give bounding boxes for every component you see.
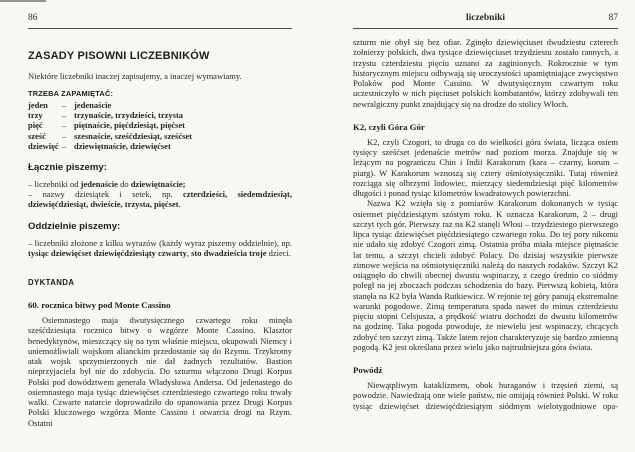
remember-row — [28, 131, 292, 141]
rule-item — [28, 179, 292, 189]
rule-text: – liczebniki od — [28, 179, 81, 190]
dash-separator: – — [62, 100, 67, 110]
dyktanda-label: DYKTANDA — [28, 278, 75, 288]
dictation-text-k2-paragraph-1: K2, czyli Czogori, to druga co do wielkości góra świata, licząca osiem tysięcy sześćset jedenaście metrów nad poziom morza. Znajduje się w leżącym na pograniczu Chin i Indii Karakorum (kara – czarny, korum – piarg). W Karakorum wznoszą się cztery ośmiotysięczniki. Tutaj również rozciąga się olbrzymi lodowiec, mierzący siedemdziesiąt pięć kilometrów długości i ponad tysiąc kilometrów kwadratowych powierzchni. — [353, 136, 618, 198]
oddzielnie-rules — [28, 238, 292, 258]
dictation-text-powodz: Niewątpliwym kataklizmem, obok huraganów i trzęsień ziemi, są powodzie. Nawiedzają one wiele państw, nie omijają również Polski. W roku tysiąc dziewięćset dziewięćdziesiątym siódmym wielotygodniowe opa- — [353, 380, 618, 411]
numeral-term: dziewięć — [28, 140, 59, 151]
rule-item — [28, 238, 292, 258]
rule-item — [28, 189, 292, 209]
dictation-title-k2: K2, czyli Góra Gór — [353, 121, 425, 132]
numeral-term: sześć — [28, 130, 46, 141]
page-right — [318, 0, 635, 452]
numeral-forms: szesnaście, sześćdziesiąt, sześćset — [74, 130, 193, 141]
intro-text: Niektóre liczebniki inaczej zapisujemy, a inaczej wymawiamy. — [28, 71, 242, 81]
dictation-title-powodz: Powódź — [353, 365, 383, 375]
remember-row — [28, 120, 292, 130]
lacznie-heading: Łącznie piszemy: — [28, 162, 107, 174]
dictation-text-continuation: szturm nie obył się bez ofiar. Zginęło dziewięciuset dwudziestu czterech żołnierzy polskich, dwa tysiące dziewięciuset trzydziestu zostało rannych, a trzystu czterdziestu pięciu uznano za zaginionych. Rokrocznie w tym historycznym miejscu odbywają się uroczystości upamiętniające zwycięstwo Polaków pod Monte Cassino. W dwutysięcznym czwartym roku uczestniczyło w nich pięciuset polskich kombatantów, którzy zdobywali ten newralgiczny punkt znajdujący się na drodze do stolicy Włoch. — [353, 37, 618, 109]
remember-row — [28, 110, 292, 120]
remember-list — [28, 100, 292, 151]
numeral-forms: dziewiętnaście, dziewięćset — [74, 140, 171, 151]
remember-row — [28, 141, 292, 151]
numeral-example: czterdzieści, siedemdziesiąt, dziewięćdziesiąt, dwieście, trzysta, pięćset — [28, 189, 293, 210]
rule-text: do — [117, 179, 131, 190]
page-number-left: 86 — [28, 13, 38, 23]
rule-text: . — [178, 199, 181, 210]
running-head: liczebniki — [465, 13, 506, 23]
rule-text: , — [186, 247, 192, 258]
numeral-example: jedenaście — [80, 179, 118, 190]
remember-label: TRZEBA ZAPAMIĘTAĆ: — [28, 89, 114, 98]
dash-separator: – — [62, 140, 67, 151]
dictation-text-monte-cassino: Osiemnastego maja dwutysięcznego czwartego roku minęła sześćdziesiąta rocznica bitwy o wzgórze Monte Cassino. Klasztor benedyktynów, mieszczący się na tym właśnie miejscu, okupowali Niemcy i uniemożliwiali wojskom alianckim przedostanie się do Rzymu. Trzykrotny atak wojsk sprzymierzonych nie dał żadnych rezultatów. Bastion nieprzyjaciela był nie do zdobycia. Do szturmu włączono Drugi Korpus Polski pod dowództwem generała Władysława Andersa. Od jedenastego do osiemnastego maja tysiąc dziewięćset czterdziestego czwartego roku trwały walki. Czwarte natarcie doprowadziło do opanowania przez Drugi Korpus Polski kluczowego wzgórza Monte Cassino i otwarcia drogi na Rzym. Ostatni — [28, 315, 292, 428]
page-header-right — [353, 13, 618, 29]
rule-text: – nazwy dziesiątek i setek, np. — [28, 189, 184, 200]
dash-separator: – — [62, 110, 67, 121]
numeral-term: pięć — [28, 120, 43, 131]
chapter-title: ZASADY PISOWNI LICZEBNIKÓW — [28, 50, 210, 62]
numeral-forms: trzynaście, trzydzieści, trzysta — [74, 110, 184, 121]
numeral-example: sto dwadzieścia troje — [191, 247, 267, 258]
numeral-forms: jedenaście — [74, 100, 112, 110]
numeral-example: dziewiętnaście; — [130, 179, 186, 190]
numeral-term: jeden — [28, 100, 48, 110]
dictation-title-monte-cassino: 60. rocznica bitwy pod Monte Cassino — [28, 300, 171, 311]
dash-separator: – — [62, 130, 67, 141]
numeral-term: trzy — [28, 110, 43, 121]
dictation-text-k2-paragraph-2: Nazwa K2 wzięła się z pomiarów Karakorum dokonanych w tysiąc osiemset pięćdziesiątym szóstym roku. K oznacza Karakorum, 2 – drugi szczyt tych gór. Pierwszy raz na K2 stanęli Włosi – trzydziestego pierwszego lipca tysiąc dziewięćset pięćdziesiątego czwartego roku. Do tej pory nikomu nie udało się zdobyć Czogori zimą. Ostatnia próba miała miejsce piętnaście lat temu, a szczyt chcieli zdobyć Polacy. Do dzisiaj wszystkie pierwsze zimowe wejścia na ośmiotysięczniki należą do naszych rodaków. Szczyt K2 osiągnęło do chwili obecnej dwustu wspinaczy, z czego średnio co siódmy poległ na jej zboczach podczas schodzenia do bazy. Pierwszą kobietą, która stanęła na K2 była Wanda Rutkiewicz. W rejonie tej góry panują ekstremalne warunki pogodowe. Zimą temperatura spada nawet do minus czterdziestu pięciu stopni Celsjusza, a prędkość wiatru dochodzi do dwustu kilometrów na godzinę. Taka pogoda powoduje, że niewielu jest wspinaczy, chcących zdobyć ten szczyt zimą. Także latem rejon charakteryzuje się bardzo zmienną pogodą. K2 jest określana przez wielu jako najtrudniejsza góra świata. — [353, 198, 618, 352]
page-header-left — [28, 13, 292, 29]
remember-row — [28, 100, 292, 110]
rule-text: dzieci. — [266, 247, 292, 258]
oddzielnie-heading: Oddzielnie piszemy: — [28, 220, 121, 232]
rule-text: – liczebniki złożone z kilku wyrazów (każdy wyraz piszemy oddzielnie), np. — [28, 237, 292, 248]
lacznie-rules — [28, 179, 292, 210]
page-number-right: 87 — [608, 13, 618, 23]
dash-separator: – — [62, 120, 67, 131]
numeral-example: tysiąc dziewięćset dziewięćdziesiąty czwarty — [28, 247, 187, 258]
numeral-forms: piętnaście, pięćdziesiąt, pięćset — [74, 120, 185, 131]
